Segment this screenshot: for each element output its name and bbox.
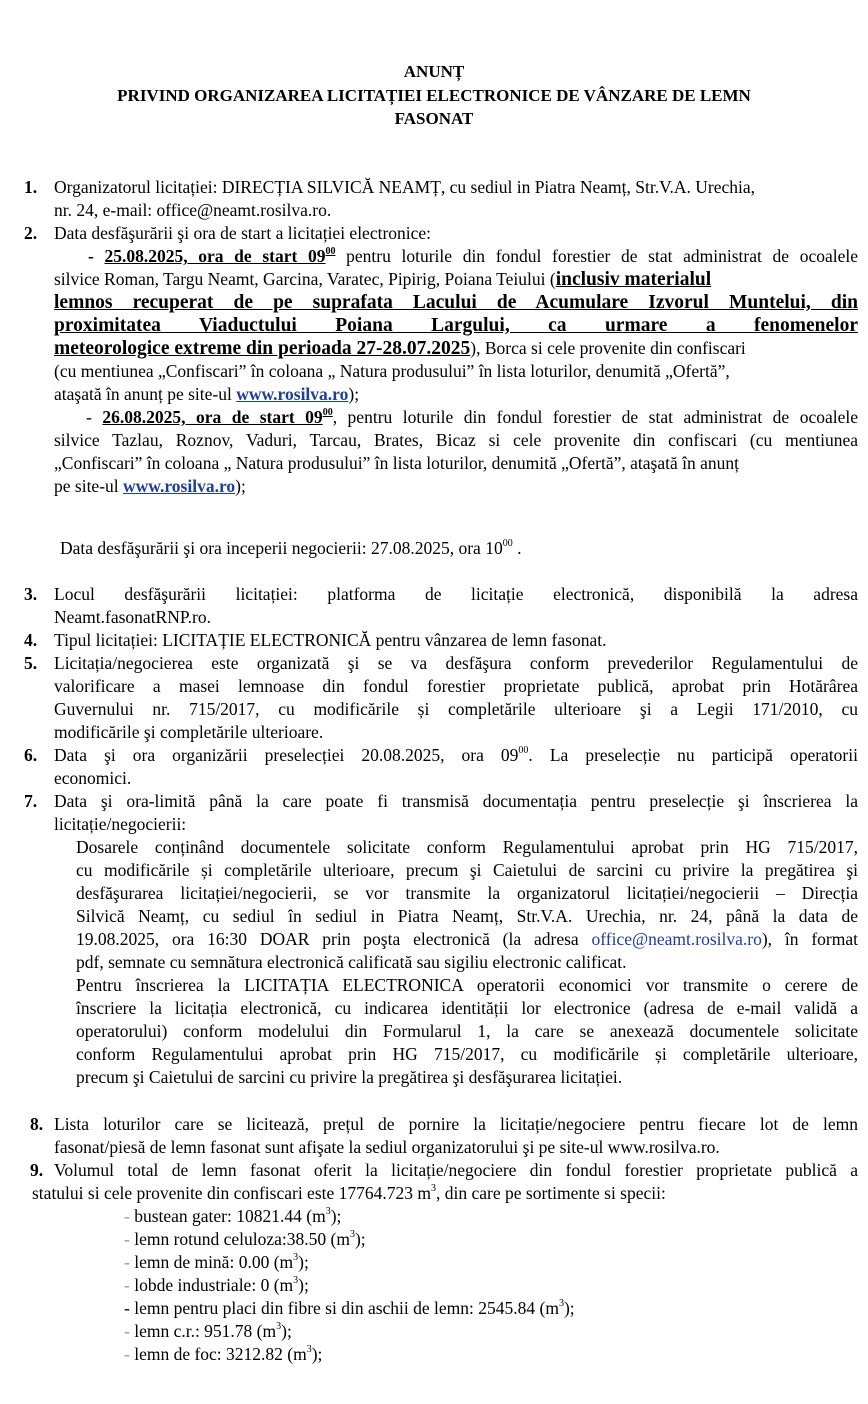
auction-date-1: 25.08.2025, ora de start 09 xyxy=(104,246,326,266)
sortiment-item: - lobde industriale: 0 $(m^3)$; xyxy=(124,1275,309,1295)
sortiment-item: - lemn pentru placi din fibre si din aschii de lemn: 2545.84 $(m^3)$; xyxy=(124,1298,575,1318)
item-9-line-2: statului si cele provenite din confiscari este 17764.723 $m^3$, din care pe sortimente si specii: xyxy=(32,1183,666,1203)
rosilva-link-2[interactable]: www.rosilva.ro xyxy=(123,476,236,496)
announcement-subtitle-cont: FASONAT xyxy=(394,109,474,128)
item-number-3: 3. xyxy=(24,584,38,604)
item-2-line-1: Data desfăşurării şi ora de start a licitației electronice: xyxy=(54,223,432,243)
auction-date-2-line-4: pe site-ul www.rosilva.ro); xyxy=(54,476,246,496)
auction-date-2-line-3: „Confiscari” în coloana „ Natura produsului” în lista loturilor, denumită „Ofertă”, ataşată în anunț xyxy=(54,453,739,473)
auction-date-2: 26.08.2025, ora de start 09 xyxy=(102,407,323,427)
auction-date-2-line-2: silvice Tazlau, Roznov, Vaduri, Tarcau, Brates, Bicaz si cele provenite din confiscari (cu mentiunea xyxy=(54,430,858,450)
item-number-1: 1. xyxy=(24,177,38,197)
announcement-title: ANUNȚ xyxy=(403,62,465,81)
item-number-5: 5. xyxy=(24,653,38,673)
item-5-line-1: Licitația/negocierea este organizată şi se va desfăşura conform prevederilor Regulamentului de xyxy=(54,653,858,673)
announcement-subtitle: PRIVIND ORGANIZAREA LICITAȚIEI ELECTRONICE DE VÂNZARE DE LEMN xyxy=(117,86,751,105)
auction-date-1-line-3: lemnos recuperat de pe suprafata Lacului de Acumulare Izvorul Muntelui, din xyxy=(54,292,858,313)
item-1-line-1: Organizatorul licitației: DIRECȚIA SILVICĂ NEAMȚ, cu sediul in Piatra Neamț, Str.V.A. Urechia, xyxy=(54,177,756,197)
sortiment-item: - lemn c.r.: 951.78 $(m^3)$; xyxy=(124,1321,292,1341)
sortiment-item: - bustean gater: 10821.44 $(m^3)$; xyxy=(124,1206,342,1226)
item-7-line-1: Data şi ora-limită până la care poate fi transmisă documentația pentru preselecție şi înscrierea la xyxy=(54,791,858,811)
auction-date-1-line-4: proximitatea Viaductului Poiana Largului, ca urmare a fenomenelor xyxy=(54,315,858,336)
item-number-6: 6. xyxy=(24,745,38,765)
item-3-line-1: Locul desfăşurării licitației: platforma de licitație electronică, disponibilă la adresa xyxy=(54,584,858,604)
auction-date-1-line: - 25.08.2025, ora de start $09^{00}$ pentru loturile din fondul forestier de stat administrat de ocoalele xyxy=(88,246,858,266)
item-8-line-2: fasonat/piesă de lemn fasonat sunt afişate la sediul organizatorului şi pe site-ul www.rosilva.ro. xyxy=(54,1137,720,1157)
office-email-link[interactable]: office@neamt.rosilva.ro xyxy=(591,929,762,949)
item-number-8: 8. xyxy=(30,1114,44,1134)
item-8-line-1: Lista loturilor care se licitează, prețul de pornire la licitație/negociere pentru fiecare lot de lemn xyxy=(54,1114,858,1134)
item-5-line-2: valorificare a masei lemnoase din fondul forestier proprietate publică, aprobat prin Hotărârea xyxy=(54,676,858,696)
item-6-line-1: Data şi ora organizării preselecției 20.08.2025, ora $09^{00}$. La preselecție nu participă operatorii xyxy=(54,745,858,765)
item-7-paragraph-2: Pentru înscrierea la LICITAȚIA ELECTRONICA operatorii economici vor transmite o cerere de înscriere la licitația electronică, cu indicarea identității lor electronice (adresa de e-mail validă a operatorului) conform modelului din Formularul 1, la care se anexează documentele solicitate conform Regulamentului aprobat prin HG 715/2017, cu modificările și completările ulterioare, precum şi Caietului de sarcini cu privire la pregătirea şi desfăşurarea licitației. xyxy=(76,975,858,1087)
item-7-line-2: licitație/negocierii: xyxy=(54,814,187,834)
item-number-4: 4. xyxy=(24,630,38,650)
rosilva-link-1[interactable]: www.rosilva.ro xyxy=(236,384,349,404)
auction-date-2-line: - 26.08.2025, ora de start $09^{00}$, pentru loturile din fondul forestier de stat administrat de ocoalele xyxy=(86,407,858,427)
sortiment-item: - lemn de foc: 3212.82 $(m^3)$; xyxy=(124,1344,323,1364)
item-6-line-2: economici. xyxy=(54,768,132,788)
sortiment-item: - lemn de mină: 0.00 $(m^3)$; xyxy=(124,1252,309,1272)
auction-date-1-line-2: silvice Roman, Targu Neamt, Garcina, Varatec, Pipirig, Poiana Teiului (inclusiv materialul xyxy=(54,269,712,290)
item-number-7: 7. xyxy=(24,791,38,811)
item-number-9: 9. xyxy=(30,1160,44,1180)
sortiment-item: - lemn rotund celuloza:38.50 $(m^3)$; xyxy=(124,1229,366,1249)
item-3-line-2: Neamt.fasonatRNP.ro. xyxy=(54,607,211,627)
negotiation-date: Data desfăşurării şi ora inceperii negocierii: 27.08.2025, ora $10^{00}$ . xyxy=(60,538,522,558)
auction-date-1-line-5: meteorologice extreme din perioada 27-28.07.2025), Borca si cele provenite din confiscari xyxy=(54,338,746,359)
item-7-paragraph-1: Dosarele conținând documentele solicitate conform Regulamentului aprobat prin HG 715/2017, cu modificările și completările ulterioare, precum şi Caietului de sarcini cu privire la pregătirea şi desfăşurarea licitației/negocierii, se vor transmite la organizatorul licitației/negocierii – Direcția Silvică Neamț, cu sediul în sediul in Piatra Neamț, Str.V.A. Urechia, nr. 24, până la data de 19.08.2025, ora 16:30 DOAR prin poşta electronică (la adresa office@neamt.rosilva.ro), în format pdf, semnate cu semnătura electronică calificată sau sigiliu electronic calificat. xyxy=(76,837,858,972)
item-5-line-3: Guvernului nr. 715/2017, cu modificările și completările ulterioare şi a Legii 171/2010, cu xyxy=(54,699,858,719)
auction-date-1-line-7: ataşată în anunț pe site-ul www.rosilva.ro); xyxy=(54,384,360,404)
item-9-line-1: Volumul total de lemn fasonat oferit la licitație/negociere din fondul forestier proprietate publică a xyxy=(54,1160,858,1180)
auction-date-1-line-6: (cu mentiunea „Confiscari” în coloana „ Natura produsului” în lista loturilor, denumită „Ofertă”, xyxy=(54,361,730,381)
item-5-line-4: modificările şi completările ulterioare. xyxy=(54,722,324,742)
item-number-2: 2. xyxy=(24,223,38,243)
item-1-line-2: nr. 24, e-mail: office@neamt.rosilva.ro. xyxy=(54,200,332,220)
item-4-line-1: Tipul licitației: LICITAȚIE ELECTRONICĂ pentru vânzarea de lemn fasonat. xyxy=(54,630,607,650)
